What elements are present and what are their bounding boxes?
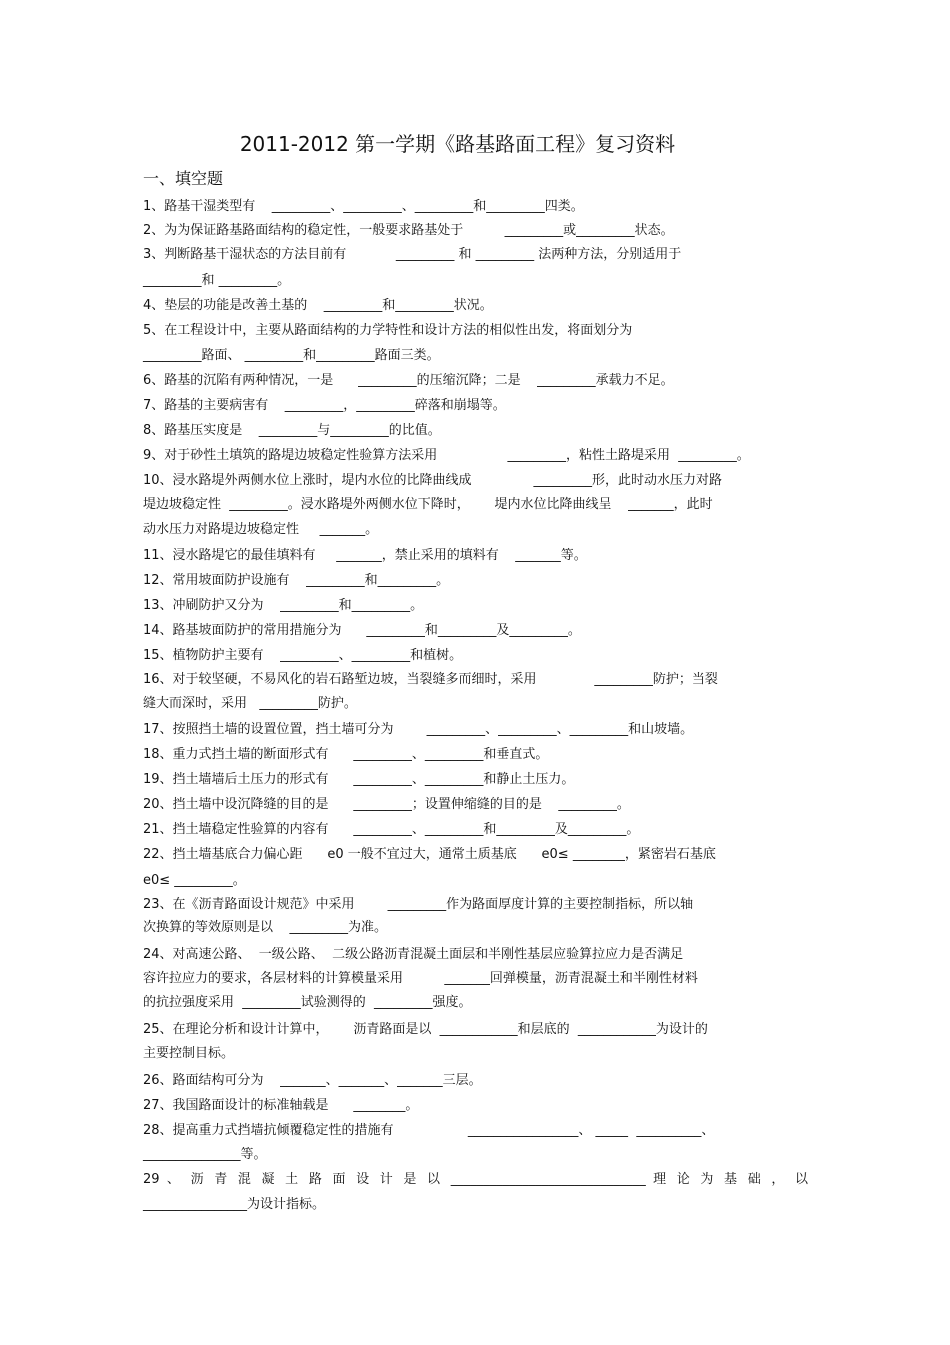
question-line: _______________等。	[143, 1147, 267, 1162]
question-line: 14、路基坡面防护的常用措施分为 _________和_________及_________。	[143, 623, 581, 638]
question-line: 11、浸水路堤它的最佳填料有 _______，禁止采用的填料有 _______等。	[143, 548, 587, 563]
question-line: 2、为为保证路基路面结构的稳定性，一般要求路基处于 _________或_________状态。	[143, 223, 674, 238]
question-line: 22、挡土墙基底合力偏心距 e0 一般不宜过大，通常土质基底 e0≤ ________，紧密岩石基底	[143, 847, 716, 862]
question-line: 4、垫层的功能是改善土基的 _________和_________状况。	[143, 298, 493, 313]
question-line: 28、提高重力式挡墙抗倾覆稳定性的措施有 _________________、 _____ __________、	[143, 1123, 715, 1138]
question-line: 动水压力对路堤边坡稳定性 _______。	[143, 522, 379, 537]
question-line: _________和 _________。	[143, 273, 291, 288]
question-line: 29 、 沥 青 混 凝 土 路 面 设 计 是 以 ______________________________ 理 论 为 基 础 ， 以	[143, 1172, 808, 1187]
question-line: 17、按照挡土墙的设置位置，挡土墙可分为 _________、_________、_________和山坡墙。	[143, 722, 694, 737]
question-line: 9、对于砂性土填筑的路堤边坡稳定性验算方法采用 _________，粘性土路堤采用 _________。	[143, 448, 750, 463]
question-line: 24、对高速公路、 一级公路、 二级公路沥青混凝土面层和半刚性基层应验算拉应力是否满足	[143, 947, 684, 962]
question-line: ________________为设计指标。	[143, 1197, 326, 1212]
question-line: 21、挡土墙稳定性验算的内容有 _________、_________和_________及_________。	[143, 822, 640, 837]
question-line: 16、对于较坚硬，不易风化的岩石路堑边坡，当裂缝多而细时，采用 _________防护；当裂	[143, 672, 718, 687]
question-line: 1、路基干湿类型有 _________、_________、_________和_________四类。	[143, 199, 584, 214]
question-line: 次换算的等效原则是以 _________为准。	[143, 920, 388, 935]
question-line: 18、重力式挡土墙的断面形式有 _________、_________和垂直式。	[143, 747, 549, 762]
question-line: 23、在《沥青路面设计规范》中采用 _________作为路面厚度计算的主要控制指标，所以轴	[143, 897, 694, 912]
question-line: 10、浸水路堤外两侧水位上涨时，堤内水位的比降曲线成 _________形，此时动水压力对路	[143, 473, 723, 488]
question-line: 27、我国路面设计的标准轴载是 ________。	[143, 1098, 419, 1113]
question-line: 20、挡土墙中设沉降缝的目的是 _________；设置伸缩缝的目的是 _________。	[143, 797, 630, 812]
page-title: 2011-2012 第一学期《路基路面工程》复习资料	[239, 132, 676, 156]
question-line: 3、判断路基干湿状态的方法目前有 _________ 和 _________ 法两种方法，分别适用于	[143, 247, 682, 262]
question-line: _________路面、 _________和_________路面三类。	[143, 348, 440, 363]
question-line: 主要控制目标。	[143, 1046, 235, 1061]
question-line: 7、路基的主要病害有 _________，_________碎落和崩塌等。	[143, 398, 506, 413]
question-line: 5、在工程设计中，主要从路面结构的力学特性和设计方法的相似性出发，将面划分为	[143, 323, 633, 338]
question-line: e0≤ _________。	[143, 873, 246, 888]
question-line: 15、植物防护主要有 _________、_________和植树。	[143, 648, 463, 663]
question-line: 6、路基的沉陷有两种情况，一是 _________的压缩沉降；二是 _________承载力不足。	[143, 373, 674, 388]
question-line: 容许拉应力的要求，各层材料的计算模量采用 _______回弹模量，沥青混凝土和半刚性材料	[143, 971, 698, 986]
question-line: 26、路面结构可分为 _______、_______、_______三层。	[143, 1073, 482, 1088]
question-line: 19、挡土墙墙后土压力的形式有 _________、_________和静止土压力。	[143, 772, 575, 787]
question-line: 堤边坡稳定性 _________。浸水路堤外两侧水位下降时， 堤内水位比降曲线呈 _______，此时	[143, 497, 713, 512]
section-heading: 一、填空题	[143, 169, 224, 188]
question-line: 缝大而深时，采用 _________防护。	[143, 696, 357, 711]
question-line: 8、路基压实度是 _________与_________的比值。	[143, 423, 441, 438]
question-line: 的抗拉强度采用 _________试验测得的 _________强度。	[143, 995, 472, 1010]
question-line: 12、常用坡面防护设施有 _________和_________。	[143, 573, 450, 588]
question-line: 25、在理论分析和设计计算中， 沥青路面是以 ____________和层底的 ____________为设计的	[143, 1022, 708, 1037]
question-line: 13、冲刷防护又分为 _________和_________。	[143, 598, 424, 613]
